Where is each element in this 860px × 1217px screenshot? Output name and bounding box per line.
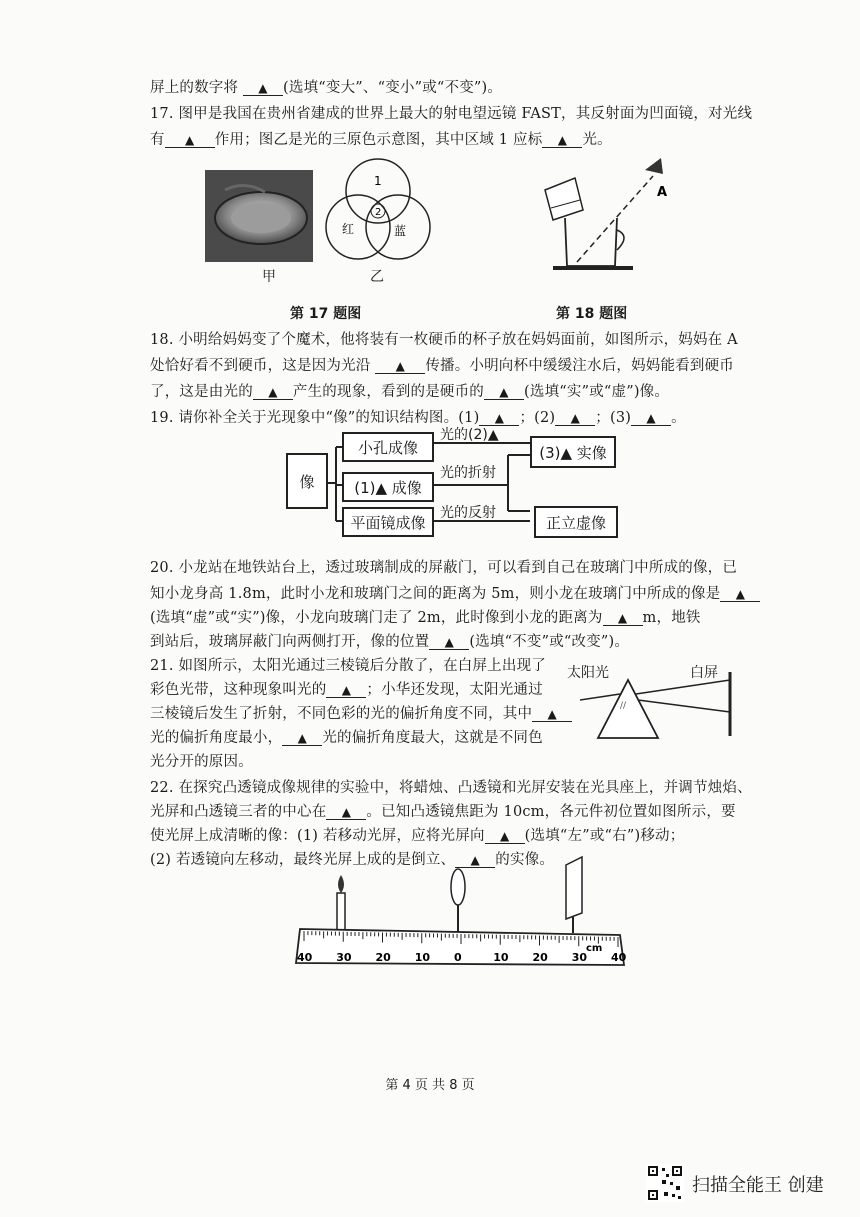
line-text: 处恰好看不到硬币，这是因为光沿 bbox=[150, 358, 376, 374]
line-text: 光分开的原因。 bbox=[150, 754, 253, 770]
sunlight-label: 太阳光 bbox=[567, 665, 609, 681]
line-tail: 传播。小明向杯中缓缓注水后，妈妈能看到硬币 bbox=[425, 358, 735, 374]
ruler-tick-label: 20 bbox=[375, 951, 391, 964]
answer-blank: ▲ bbox=[631, 411, 671, 426]
line-tail: (选填“实”或“虚”)像。 bbox=[524, 384, 670, 400]
text-line-16 bbox=[150, 76, 502, 97]
line-text: 知小龙身高 1.8m，此时小龙和玻璃门之间的距离为 5m，则小龙在玻璃门中所成的像是 bbox=[150, 586, 721, 602]
venn-region-2: 2 bbox=[375, 207, 382, 218]
answer-blank: ▲ bbox=[455, 853, 495, 868]
answer-blank: ▲ bbox=[532, 707, 572, 722]
flow-root-image: 像 bbox=[286, 453, 328, 509]
answer-blank: ▲ bbox=[375, 359, 425, 374]
path-bot-label: 光的反射 bbox=[440, 505, 496, 521]
ruler-tick-label: 0 bbox=[454, 951, 462, 964]
line-text: 22. 在探究凸透镜成像规律的实验中，将蜡烛、凸透镜和光屏安装在光具座上，并调节烛焰、 bbox=[150, 780, 752, 796]
ruler-tick-label: 30 bbox=[571, 951, 588, 964]
answer-blank: ▲ bbox=[603, 611, 643, 626]
text-line-21c bbox=[150, 702, 572, 723]
line-tail: 。已知凸透镜焦距为 10cm，各元件初位置如图所示，要 bbox=[366, 804, 736, 820]
question-21 bbox=[150, 654, 546, 675]
page-footer: 第 4 页 共 8 页 bbox=[385, 1078, 475, 1093]
question-22 bbox=[150, 776, 752, 797]
line-tail: (选填“变大”、“变小”或“不变”)。 bbox=[283, 80, 503, 96]
line-tail: 光。 bbox=[582, 132, 612, 148]
line-text: 了，这是由光的 bbox=[150, 384, 253, 400]
ruler-tick-label: 10 bbox=[493, 951, 509, 964]
line-text: 18. 小明给妈妈变了个魔术，他将装有一枚硬币的杯子放在妈妈面前，如图所示，妈妈在 A bbox=[150, 332, 738, 348]
answer-blank: ▲ bbox=[326, 805, 366, 820]
question-17 bbox=[150, 102, 752, 123]
answer-blank: ▲ bbox=[253, 385, 293, 400]
path-mid-label: 光的折射 bbox=[440, 465, 496, 481]
line-text: 三棱镜后发生了折射，不同色彩的光的偏折角度不同，其中 bbox=[150, 706, 533, 722]
answer-blank: ▲ bbox=[429, 635, 469, 650]
answer-blank: ▲ bbox=[542, 133, 582, 148]
line-text: 使光屏上成清晰的像：(1) 若移动光屏，应将光屏向 bbox=[150, 828, 485, 844]
line-tail: ；(2) bbox=[519, 410, 556, 426]
text-line-20c bbox=[150, 606, 701, 627]
line-text: 21. 如图所示，太阳光通过三棱镜后分散了，在白屏上出现了 bbox=[150, 658, 546, 674]
flow-mirror: 平面镜成像 bbox=[342, 507, 434, 537]
ruler-tick-label: 20 bbox=[532, 951, 548, 964]
text-line-21e bbox=[150, 750, 253, 771]
answer-blank: ▲ bbox=[243, 81, 283, 96]
cup-coin-figure bbox=[525, 148, 685, 276]
flow-real-image: (3)▲ 实像 bbox=[530, 436, 616, 468]
line-text: (2) 若透镜向左移动，最终光屏上成的是倒立、 bbox=[150, 852, 456, 868]
question-19 bbox=[150, 406, 686, 427]
prism-hatch: // bbox=[620, 701, 627, 711]
text-line-20d bbox=[150, 630, 629, 651]
optical-bench-figure bbox=[290, 855, 635, 985]
ruler-tick-label: 40 bbox=[297, 951, 313, 964]
line-text: 彩色光带，这种现象叫光的 bbox=[150, 682, 327, 698]
line-text: 20. 小龙站在地铁站台上，透过玻璃制成的屏蔽门，可以看到自己在玻璃门中所成的像，已 bbox=[150, 560, 738, 576]
line-tail: 作用；图乙是光的三原色示意图，其中区域 1 应标 bbox=[214, 132, 543, 148]
answer-blank: ▲ bbox=[165, 133, 215, 148]
three-color-venn bbox=[322, 155, 434, 270]
line-text: 19. 请你补全关于光现象中“像”的知识结构图。(1) bbox=[150, 410, 480, 426]
white-screen-label: 白屏 bbox=[690, 665, 718, 681]
flow-pinhole: 小孔成像 bbox=[342, 432, 434, 462]
line-tail: 。 bbox=[671, 410, 686, 426]
line-text: (选填“虚”或“实”)像，小龙向玻璃门走了 2m，此时像到小龙的距离为 bbox=[150, 610, 603, 626]
line-tail: ；小华还发现，太阳光通过 bbox=[366, 682, 543, 698]
answer-blank: ▲ bbox=[484, 385, 524, 400]
caption-fig18: 第 18 题图 bbox=[556, 306, 628, 322]
ruler-tick-label: 10 bbox=[414, 951, 431, 964]
line-tail: ；(3) bbox=[595, 410, 632, 426]
ruler-tick-label: 30 bbox=[336, 951, 352, 964]
line-tail: m，地铁 bbox=[642, 610, 701, 626]
caption-fig17: 第 17 题图 bbox=[290, 306, 362, 322]
venn-blue-label: 蓝 bbox=[394, 224, 407, 238]
text-line-21d bbox=[150, 726, 543, 747]
line-tail: 光的偏折角度最大，这就是不同色 bbox=[322, 730, 543, 746]
answer-blank: ▲ bbox=[282, 731, 322, 746]
path-top-label: 光的(2)▲ bbox=[440, 427, 499, 443]
point-a-label: A bbox=[657, 185, 668, 200]
line-text: 光的偏折角度最小， bbox=[150, 730, 283, 746]
flow-blank1: (1)▲ 成像 bbox=[342, 472, 434, 502]
line-text: 光屏和凸透镜三者的中心在 bbox=[150, 804, 327, 820]
line-tail: (选填“不变”或“改变”)。 bbox=[469, 634, 630, 650]
answer-blank: ▲ bbox=[555, 411, 595, 426]
question-18 bbox=[150, 328, 738, 349]
caption-yi: 乙 bbox=[370, 269, 384, 285]
ruler-unit-label: cm bbox=[586, 943, 603, 954]
line-tail: 的实像。 bbox=[495, 852, 555, 868]
scanner-brand-text: 扫描全能王 创建 bbox=[692, 1175, 824, 1196]
line-text: 17. 图甲是我国在贵州省建成的世界上最大的射电望远镜 FAST，其反射面为凹面镜，对光线 bbox=[150, 106, 753, 122]
line-tail: 产生的现象，看到的是硬币的 bbox=[292, 384, 485, 400]
venn-region-1: 1 bbox=[374, 174, 382, 188]
answer-blank: ▲ bbox=[479, 411, 519, 426]
qr-code-icon bbox=[646, 1164, 684, 1202]
ruler-tick-label: 40 bbox=[611, 951, 627, 964]
text-line-18b bbox=[150, 354, 734, 375]
text-line-22b bbox=[150, 800, 736, 821]
venn-red-label: 红 bbox=[342, 222, 355, 236]
line-text: 有 bbox=[150, 132, 165, 148]
line-text: 到站后，玻璃屏蔽门向两侧打开，像的位置 bbox=[150, 634, 430, 650]
text-line-17b bbox=[150, 128, 612, 149]
question-20 bbox=[150, 556, 737, 577]
text-line-22c bbox=[150, 824, 684, 845]
answer-blank: ▲ bbox=[485, 829, 525, 844]
line-tail: (选填“左”或“右”)移动； bbox=[524, 828, 685, 844]
text-line-21b bbox=[150, 678, 543, 699]
text-line-20b bbox=[150, 582, 760, 603]
caption-jia: 甲 bbox=[262, 269, 276, 285]
flow-virtual-image: 正立虚像 bbox=[534, 506, 618, 538]
line-text: 屏上的数字将 bbox=[150, 80, 244, 96]
text-line-18c bbox=[150, 380, 669, 401]
answer-blank: ▲ bbox=[326, 683, 366, 698]
answer-blank: ▲ bbox=[720, 587, 760, 602]
fast-telescope-photo bbox=[205, 170, 313, 262]
